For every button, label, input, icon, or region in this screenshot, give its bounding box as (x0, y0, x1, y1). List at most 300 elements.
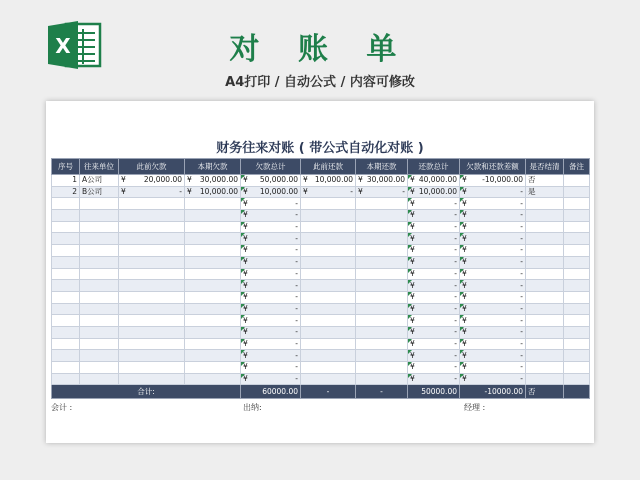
currency-symbol: ¥ (410, 327, 415, 337)
cell-prev-debt[interactable] (119, 221, 185, 233)
currency-symbol: ¥ (462, 198, 467, 208)
currency-symbol: ¥ (243, 198, 248, 208)
cell-unit[interactable] (80, 303, 119, 315)
cell-value: - (520, 233, 523, 243)
cell-value: - (520, 362, 523, 372)
cell-cur-repay[interactable] (356, 210, 408, 222)
cell-settled[interactable] (526, 315, 564, 327)
cell-settled[interactable] (526, 268, 564, 280)
cell-prev-debt[interactable] (119, 233, 185, 245)
cell-settled[interactable] (526, 362, 564, 374)
cell-cur-debt[interactable] (185, 303, 241, 315)
cell-value: - (454, 362, 457, 372)
cell-repay-total[interactable] (408, 350, 460, 362)
cell-debt-total[interactable] (241, 338, 301, 350)
cell-value: - (454, 280, 457, 290)
cell-cur-repay[interactable] (356, 338, 408, 350)
cell-debt-total[interactable] (241, 210, 301, 222)
cell-prev-repay[interactable] (301, 373, 356, 385)
cell-repay-total[interactable] (408, 245, 460, 257)
cell-unit[interactable] (80, 362, 119, 374)
cell-debt-total[interactable] (241, 233, 301, 245)
cell-repay-total[interactable] (408, 268, 460, 280)
cell-difference[interactable] (460, 291, 526, 303)
cell-remarks[interactable] (564, 245, 590, 257)
cell-difference[interactable] (460, 198, 526, 210)
cell-remarks[interactable] (564, 315, 590, 327)
cell-prev-debt[interactable] (119, 291, 185, 303)
cell-value: - (295, 198, 298, 208)
cell-index[interactable] (52, 362, 80, 374)
cell-prev-debt[interactable] (119, 362, 185, 374)
cell-cur-repay[interactable] (356, 291, 408, 303)
cell-cur-repay[interactable] (356, 303, 408, 315)
cell-prev-repay[interactable] (301, 350, 356, 362)
cell-unit[interactable] (80, 280, 119, 292)
cell-prev-debt[interactable] (119, 256, 185, 268)
cell-repay-total[interactable] (408, 233, 460, 245)
currency-symbol: ¥ (243, 268, 248, 278)
currency-symbol: ¥ (243, 338, 248, 348)
cell-prev-debt[interactable] (119, 186, 185, 198)
cell-index[interactable] (52, 280, 80, 292)
cell-value: - (295, 292, 298, 302)
cell-remarks[interactable] (564, 362, 590, 374)
cell-settled[interactable]: 是 (526, 186, 564, 198)
cell-prev-debt[interactable] (119, 175, 185, 187)
currency-symbol: ¥ (410, 362, 415, 372)
cell-difference[interactable] (460, 280, 526, 292)
cell-prev-debt[interactable] (119, 210, 185, 222)
cell-cur-debt[interactable] (185, 175, 241, 187)
cell-remarks[interactable] (564, 350, 590, 362)
table-row (52, 373, 590, 385)
excel-logo-letter: X (55, 34, 71, 58)
cell-unit[interactable] (80, 256, 119, 268)
cell-cur-debt[interactable] (185, 350, 241, 362)
cell-repay-total[interactable] (408, 256, 460, 268)
cell-unit[interactable]: A公司 (80, 175, 119, 187)
cell-index[interactable] (52, 315, 80, 327)
currency-symbol: ¥ (462, 292, 467, 302)
cell-unit[interactable] (80, 210, 119, 222)
cell-cur-debt[interactable] (185, 338, 241, 350)
cell-index[interactable]: 1 (52, 175, 80, 187)
cell-value: - (520, 338, 523, 348)
cell-debt-total[interactable] (241, 256, 301, 268)
cell-settled[interactable] (526, 280, 564, 292)
cell-debt-total[interactable] (241, 198, 301, 210)
cell-remarks[interactable] (564, 233, 590, 245)
cell-remarks[interactable] (564, 303, 590, 315)
cell-repay-total[interactable] (408, 280, 460, 292)
cell-value: - (295, 338, 298, 348)
currency-symbol: ¥ (187, 175, 192, 185)
cell-unit[interactable] (80, 315, 119, 327)
totals-settled[interactable]: 否 (526, 385, 564, 399)
cell-index[interactable] (52, 210, 80, 222)
cell-cur-debt[interactable] (185, 256, 241, 268)
currency-symbol: ¥ (410, 268, 415, 278)
cell-prev-debt[interactable] (119, 268, 185, 280)
cell-unit[interactable]: B公司 (80, 186, 119, 198)
cell-debt-total[interactable] (241, 268, 301, 280)
cell-prev-repay[interactable] (301, 198, 356, 210)
cell-remarks[interactable] (564, 256, 590, 268)
cell-prev-repay[interactable] (301, 268, 356, 280)
cell-settled[interactable] (526, 373, 564, 385)
cell-unit[interactable] (80, 326, 119, 338)
cell-debt-total[interactable] (241, 175, 301, 187)
cell-debt-total[interactable] (241, 280, 301, 292)
table-row (52, 245, 590, 257)
table-row (52, 338, 590, 350)
currency-symbol: ¥ (121, 187, 126, 197)
cell-value: - (295, 222, 298, 232)
cell-repay-total[interactable] (408, 186, 460, 198)
table-row (52, 198, 590, 210)
cell-value: 40,000.00 (418, 175, 457, 185)
cell-unit[interactable] (80, 268, 119, 280)
cell-prev-repay[interactable] (301, 291, 356, 303)
cell-cur-debt[interactable] (185, 373, 241, 385)
cell-cur-debt[interactable] (185, 198, 241, 210)
cell-debt-total[interactable] (241, 221, 301, 233)
cell-index[interactable]: 2 (52, 186, 80, 198)
cell-value: 10,000.00 (418, 187, 457, 197)
cell-debt-total[interactable] (241, 291, 301, 303)
cell-cur-repay[interactable] (356, 186, 408, 198)
cell-value: - (520, 198, 523, 208)
currency-symbol: ¥ (243, 175, 248, 185)
table-row (52, 210, 590, 222)
cell-value: - (520, 280, 523, 290)
cell-remarks[interactable] (564, 175, 590, 187)
cell-prev-repay[interactable] (301, 256, 356, 268)
cell-debt-total[interactable] (241, 315, 301, 327)
cell-repay-total[interactable] (408, 373, 460, 385)
cell-value: - (520, 350, 523, 360)
cell-cur-debt[interactable] (185, 315, 241, 327)
cell-repay-total[interactable] (408, 338, 460, 350)
cell-cur-debt[interactable] (185, 233, 241, 245)
col-header-settled: 是否结清 (526, 159, 564, 175)
cell-difference[interactable] (460, 221, 526, 233)
currency-symbol: ¥ (410, 257, 415, 267)
cell-cur-repay[interactable] (356, 362, 408, 374)
cell-index[interactable] (52, 303, 80, 315)
cell-cur-debt[interactable] (185, 221, 241, 233)
currency-symbol: ¥ (243, 362, 248, 372)
cell-cur-repay[interactable] (356, 350, 408, 362)
cell-prev-repay[interactable] (301, 233, 356, 245)
cell-index[interactable] (52, 338, 80, 350)
cell-debt-total[interactable] (241, 350, 301, 362)
cell-settled[interactable] (526, 198, 564, 210)
cell-settled[interactable]: 否 (526, 175, 564, 187)
cell-cur-repay[interactable] (356, 280, 408, 292)
cell-prev-repay[interactable] (301, 303, 356, 315)
cell-repay-total[interactable] (408, 175, 460, 187)
currency-symbol: ¥ (243, 257, 248, 267)
cell-prev-repay[interactable] (301, 175, 356, 187)
col-header-unit: 往来单位 (80, 159, 119, 175)
currency-symbol: ¥ (358, 187, 363, 197)
cell-index[interactable] (52, 245, 80, 257)
cell-cur-debt[interactable] (185, 362, 241, 374)
cell-prev-repay[interactable] (301, 338, 356, 350)
currency-symbol: ¥ (410, 315, 415, 325)
cell-prev-repay[interactable] (301, 280, 356, 292)
cell-prev-debt[interactable] (119, 303, 185, 315)
cell-cur-debt[interactable] (185, 291, 241, 303)
cell-repay-total[interactable] (408, 326, 460, 338)
cell-settled[interactable] (526, 338, 564, 350)
cell-settled[interactable] (526, 210, 564, 222)
cell-debt-total[interactable] (241, 245, 301, 257)
cell-difference[interactable] (460, 350, 526, 362)
cell-prev-debt[interactable] (119, 280, 185, 292)
cell-value: - (520, 187, 523, 197)
cell-index[interactable] (52, 198, 80, 210)
currency-symbol: ¥ (410, 222, 415, 232)
table-row (52, 233, 590, 245)
totals-remarks[interactable] (564, 385, 590, 399)
cell-settled[interactable] (526, 291, 564, 303)
document-title: 财务往来对账 ( 带公式自动化对账 ) (216, 141, 424, 156)
currency-symbol: ¥ (358, 175, 363, 185)
cell-difference[interactable] (460, 303, 526, 315)
totals-repay-total[interactable]: 50000.00 (408, 385, 460, 399)
cell-prev-repay[interactable] (301, 326, 356, 338)
cell-repay-total[interactable] (408, 303, 460, 315)
totals-prev-repay[interactable]: - (301, 385, 356, 399)
cell-settled[interactable] (526, 233, 564, 245)
cell-difference[interactable] (460, 268, 526, 280)
currency-symbol: ¥ (462, 245, 467, 255)
cell-prev-debt[interactable] (119, 373, 185, 385)
cell-debt-total[interactable] (241, 186, 301, 198)
cell-debt-total[interactable] (241, 303, 301, 315)
cell-index[interactable] (52, 326, 80, 338)
col-header-prev-repay: 此前还款 (301, 159, 356, 175)
cell-index[interactable] (52, 373, 80, 385)
currency-symbol: ¥ (303, 175, 308, 185)
currency-symbol: ¥ (462, 350, 467, 360)
cell-unit[interactable] (80, 350, 119, 362)
cell-unit[interactable] (80, 198, 119, 210)
cell-value: - (295, 233, 298, 243)
cell-repay-total[interactable] (408, 291, 460, 303)
table-row (52, 221, 590, 233)
cell-prev-debt[interactable] (119, 315, 185, 327)
ledger-table (51, 158, 590, 399)
cell-remarks[interactable] (564, 210, 590, 222)
cell-cur-repay[interactable] (356, 268, 408, 280)
cell-prev-debt[interactable] (119, 338, 185, 350)
cell-debt-total[interactable] (241, 326, 301, 338)
cell-remarks[interactable] (564, 186, 590, 198)
cell-difference[interactable] (460, 362, 526, 374)
cell-debt-total[interactable] (241, 373, 301, 385)
currency-symbol: ¥ (462, 315, 467, 325)
cell-prev-repay[interactable] (301, 186, 356, 198)
currency-symbol: ¥ (462, 257, 467, 267)
cell-repay-total[interactable] (408, 362, 460, 374)
cell-value: - (454, 350, 457, 360)
totals-cur-repay[interactable]: - (356, 385, 408, 399)
cell-cur-debt[interactable] (185, 326, 241, 338)
cell-cur-debt[interactable] (185, 245, 241, 257)
cell-cur-debt[interactable] (185, 268, 241, 280)
cell-cur-repay[interactable] (356, 245, 408, 257)
totals-difference[interactable]: -10000.00 (460, 385, 526, 399)
cell-difference[interactable] (460, 326, 526, 338)
cell-unit[interactable] (80, 245, 119, 257)
cell-prev-debt[interactable] (119, 245, 185, 257)
cell-prev-repay[interactable] (301, 245, 356, 257)
cell-prev-debt[interactable] (119, 326, 185, 338)
cell-cur-repay[interactable] (356, 315, 408, 327)
cell-difference[interactable] (460, 175, 526, 187)
table-row (52, 186, 590, 198)
page-subtitle: A4打印 / 自动公式 / 内容可修改 (225, 75, 415, 90)
cell-repay-total[interactable] (408, 210, 460, 222)
table-row (52, 326, 590, 338)
currency-symbol: ¥ (410, 303, 415, 313)
cell-remarks[interactable] (564, 373, 590, 385)
cell-cur-repay[interactable] (356, 373, 408, 385)
cell-prev-repay[interactable] (301, 221, 356, 233)
cell-value: - (295, 280, 298, 290)
cell-cur-repay[interactable] (356, 198, 408, 210)
col-header-cur-repay: 本期还款 (356, 159, 408, 175)
cell-index[interactable] (52, 268, 80, 280)
cell-value: - (295, 315, 298, 325)
cell-value: - (520, 292, 523, 302)
totals-debt-total[interactable]: 60000.00 (241, 385, 301, 399)
cell-difference[interactable] (460, 373, 526, 385)
currency-symbol: ¥ (187, 187, 192, 197)
cell-prev-repay[interactable] (301, 362, 356, 374)
totals-row (52, 385, 590, 399)
cell-index[interactable] (52, 350, 80, 362)
cell-difference[interactable] (460, 256, 526, 268)
cell-settled[interactable] (526, 245, 564, 257)
cell-settled[interactable] (526, 303, 564, 315)
cell-cur-repay[interactable] (356, 175, 408, 187)
table-row (52, 350, 590, 362)
cell-remarks[interactable] (564, 268, 590, 280)
currency-symbol: ¥ (462, 187, 467, 197)
currency-symbol: ¥ (462, 327, 467, 337)
col-header-repay-total: 还款总计 (408, 159, 460, 175)
cell-value: - (520, 245, 523, 255)
currency-symbol: ¥ (410, 175, 415, 185)
footer-accountant: 会计 : (51, 403, 73, 412)
cell-unit[interactable] (80, 221, 119, 233)
currency-symbol: ¥ (410, 374, 415, 384)
cell-unit[interactable] (80, 338, 119, 350)
cell-value: - (454, 303, 457, 313)
currency-symbol: ¥ (410, 350, 415, 360)
cell-difference[interactable] (460, 338, 526, 350)
table-row (52, 280, 590, 292)
currency-symbol: ¥ (410, 292, 415, 302)
cell-index[interactable] (52, 256, 80, 268)
cell-remarks[interactable] (564, 291, 590, 303)
col-header-remarks: 备注 (564, 159, 590, 175)
currency-symbol: ¥ (462, 280, 467, 290)
cell-repay-total[interactable] (408, 221, 460, 233)
currency-symbol: ¥ (121, 175, 126, 185)
cell-settled[interactable] (526, 350, 564, 362)
cell-cur-repay[interactable] (356, 221, 408, 233)
cell-difference[interactable] (460, 186, 526, 198)
cell-cur-debt[interactable] (185, 210, 241, 222)
cell-cur-debt[interactable] (185, 186, 241, 198)
cell-remarks[interactable] (564, 221, 590, 233)
currency-symbol: ¥ (243, 350, 248, 360)
table-row (52, 175, 590, 187)
cell-prev-repay[interactable] (301, 315, 356, 327)
cell-settled[interactable] (526, 221, 564, 233)
cell-difference[interactable] (460, 210, 526, 222)
cell-cur-repay[interactable] (356, 233, 408, 245)
cell-cur-debt[interactable] (185, 280, 241, 292)
cell-index[interactable] (52, 291, 80, 303)
cell-prev-debt[interactable] (119, 350, 185, 362)
cell-value: - (179, 187, 182, 197)
cell-repay-total[interactable] (408, 198, 460, 210)
cell-cur-repay[interactable] (356, 326, 408, 338)
cell-remarks[interactable] (564, 198, 590, 210)
cell-index[interactable] (52, 221, 80, 233)
currency-symbol: ¥ (243, 245, 248, 255)
cell-value: - (520, 222, 523, 232)
currency-symbol: ¥ (243, 280, 248, 290)
cell-cur-repay[interactable] (356, 256, 408, 268)
currency-symbol: ¥ (243, 303, 248, 313)
cell-remarks[interactable] (564, 280, 590, 292)
cell-value: - (295, 327, 298, 337)
cell-repay-total[interactable] (408, 315, 460, 327)
cell-value: - (520, 303, 523, 313)
cell-value: 10,000.00 (199, 187, 238, 197)
cell-prev-repay[interactable] (301, 210, 356, 222)
cell-difference[interactable] (460, 315, 526, 327)
cell-value: 50,000.00 (259, 175, 298, 185)
cell-value: - (454, 315, 457, 325)
cell-difference[interactable] (460, 245, 526, 257)
cell-remarks[interactable] (564, 326, 590, 338)
cell-settled[interactable] (526, 326, 564, 338)
cell-index[interactable] (52, 233, 80, 245)
cell-value: 30,000.00 (366, 175, 405, 185)
cell-unit[interactable] (80, 291, 119, 303)
currency-symbol: ¥ (410, 187, 415, 197)
cell-debt-total[interactable] (241, 362, 301, 374)
cell-value: - (295, 257, 298, 267)
cell-unit[interactable] (80, 373, 119, 385)
cell-difference[interactable] (460, 233, 526, 245)
cell-settled[interactable] (526, 256, 564, 268)
cell-value: - (454, 245, 457, 255)
cell-unit[interactable] (80, 233, 119, 245)
table-header-row (52, 159, 590, 175)
cell-remarks[interactable] (564, 338, 590, 350)
cell-prev-debt[interactable] (119, 198, 185, 210)
